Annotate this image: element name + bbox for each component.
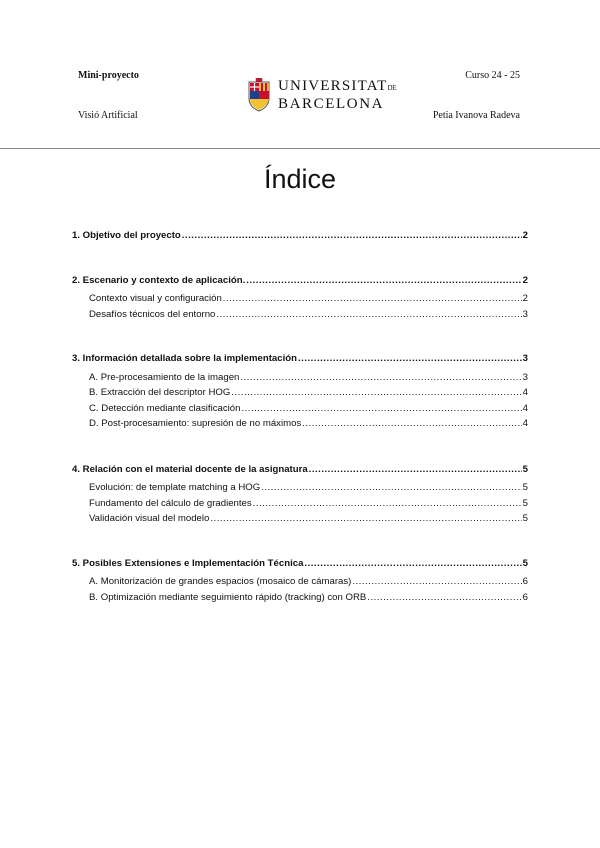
toc-leader-dots — [298, 353, 522, 364]
toc-section — [72, 464, 528, 529]
toc-subentry-label: Evolución: de template matching a HOG — [89, 482, 261, 493]
toc-leader-dots — [216, 309, 521, 320]
toc-subentry-label: Contexto visual y configuración — [89, 293, 222, 304]
toc-subentry-label: A. Pre-procesamiento de la imagen — [89, 371, 240, 383]
toc-section — [72, 230, 528, 246]
logo-line1-suffix: DE — [387, 84, 397, 92]
header-course-year: Curso 24 - 25 — [465, 70, 520, 81]
toc-entry[interactable] — [72, 230, 528, 246]
university-shield-icon — [246, 78, 272, 112]
toc-entry-label: 4. Relación con el material docente de la asignatura — [72, 463, 308, 475]
toc-subentry[interactable] — [72, 482, 528, 498]
page-title: Índice — [263, 164, 337, 194]
toc-leader-dots — [231, 387, 521, 398]
logo-line1: UNIVERSITAT — [278, 78, 388, 94]
toc-leader-dots — [367, 592, 521, 603]
logo-line2: BARCELONA — [278, 96, 385, 112]
toc-subentry[interactable] — [72, 513, 528, 529]
toc-subentry[interactable] — [72, 576, 528, 592]
toc-leader-dots — [182, 230, 522, 241]
toc-leader-dots — [246, 275, 521, 286]
toc-subentry-page: 6 — [522, 576, 528, 587]
toc-subentry-label: Validación visual del modelo — [89, 513, 210, 524]
toc-leader-dots — [309, 464, 522, 475]
toc-leader-dots — [304, 558, 521, 569]
toc-entry-page: 5 — [522, 463, 528, 475]
toc-leader-dots — [352, 576, 521, 587]
toc-entry[interactable] — [72, 275, 528, 291]
toc-entry-page: 2 — [522, 230, 528, 241]
header-course-name: Visió Artificial — [78, 110, 138, 121]
toc-subentry-page: 4 — [522, 402, 528, 414]
toc-subentry[interactable] — [72, 309, 528, 325]
toc-entry[interactable] — [72, 353, 528, 369]
toc-subentry-label: Fundamento del cálculo de gradientes — [89, 497, 252, 509]
toc-entry-label: 5. Posibles Extensiones e Implementación Técnica — [72, 557, 304, 569]
toc-subentry-page: 5 — [522, 513, 528, 524]
toc-entry-label: 1. Objetivo del proyecto — [72, 230, 181, 241]
toc-subentry[interactable] — [72, 387, 528, 403]
toc-subentry-page: 6 — [522, 591, 528, 603]
toc-subentry[interactable] — [72, 403, 528, 419]
toc-leader-dots — [253, 498, 522, 509]
header-project-label: Mini-proyecto — [78, 70, 139, 81]
toc-subentry-page: 5 — [522, 482, 528, 493]
toc-section — [72, 353, 528, 434]
toc-section — [72, 558, 528, 608]
toc-subentry-label: A. Monitorización de grandes espacios (mosaico de cámaras) — [89, 576, 352, 587]
toc-entry-label: 2. Escenario y contexto de aplicación. — [72, 274, 246, 286]
toc-leader-dots — [210, 513, 521, 524]
toc-entry-page: 2 — [522, 274, 528, 286]
toc-subentry-label: C. Detección mediante clasificación — [89, 402, 241, 414]
toc-subentry-label: B. Optimización mediante seguimiento rápido (tracking) con ORB — [89, 591, 367, 603]
toc-subentry-label: B. Extracción del descriptor HOG — [89, 387, 231, 398]
toc-subentry-page: 4 — [522, 418, 528, 429]
toc-subentry[interactable] — [72, 293, 528, 309]
toc-subentry-page: 2 — [522, 293, 528, 304]
toc-subentry-label: Desafíos técnicos del entorno — [89, 308, 216, 320]
toc-subentry[interactable] — [72, 498, 528, 514]
header-professor: Petia Ivanova Radeva — [432, 110, 520, 121]
toc-section — [72, 275, 528, 325]
toc-subentry-label: D. Post-procesamiento: supresión de no máximos — [89, 418, 302, 429]
toc-entry-page: 3 — [522, 353, 528, 364]
table-of-contents — [72, 230, 528, 636]
toc-leader-dots — [302, 418, 521, 429]
toc-leader-dots — [261, 482, 521, 493]
toc-subentry-page: 3 — [522, 371, 528, 383]
toc-entry-page: 5 — [522, 557, 528, 569]
toc-subentry[interactable] — [72, 418, 528, 434]
toc-entry[interactable] — [72, 464, 528, 480]
toc-entry[interactable] — [72, 558, 528, 574]
toc-leader-dots — [241, 403, 521, 414]
toc-entry-label: 3. Información detallada sobre la implementación — [72, 353, 297, 364]
toc-subentry-page: 5 — [522, 497, 528, 509]
university-logo — [246, 78, 396, 114]
toc-leader-dots — [240, 372, 521, 383]
header-divider — [0, 148, 600, 149]
toc-subentry-page: 4 — [522, 387, 528, 398]
toc-subentry[interactable] — [72, 592, 528, 608]
toc-subentry[interactable] — [72, 372, 528, 388]
toc-leader-dots — [223, 293, 522, 304]
toc-subentry-page: 3 — [522, 308, 528, 320]
